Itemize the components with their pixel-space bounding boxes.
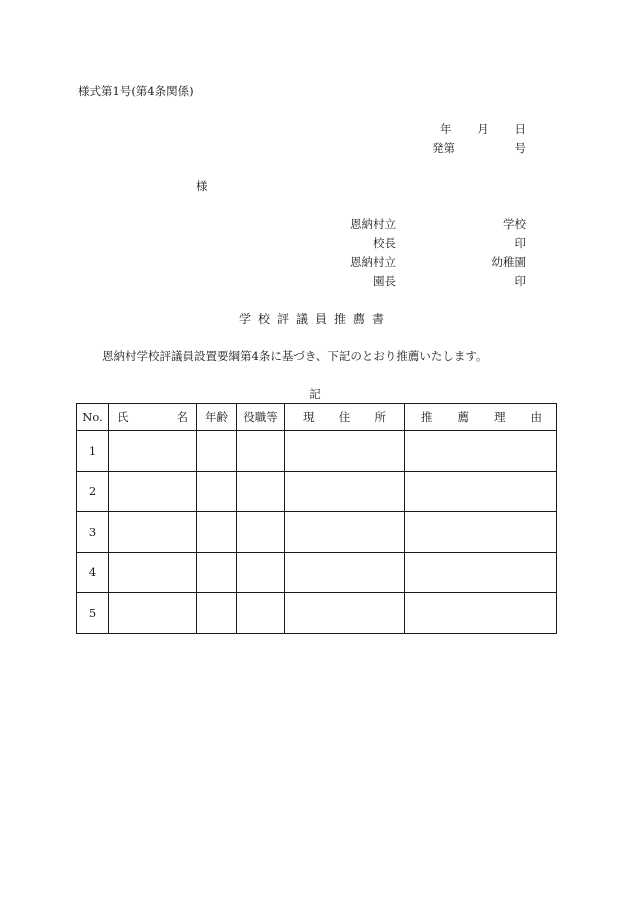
role-cell[interactable] [237, 431, 285, 472]
table-row [77, 512, 557, 553]
ki-label: 記 [309, 387, 321, 401]
header-name-char: 氏 [117, 410, 129, 424]
reason-cell[interactable] [405, 552, 557, 593]
table-row [77, 552, 557, 593]
header-reason-char: 由 [530, 410, 542, 424]
intro-text: 恩納村学校評議員設置要綱第4条に基づき、下記のとおり推薦いたします。 [102, 349, 488, 363]
signatory-seal: 学校 [503, 217, 526, 231]
table-header-row [77, 404, 557, 431]
header-name-char: 名 [176, 410, 188, 424]
reason-cell[interactable] [405, 431, 557, 472]
age-cell[interactable] [197, 552, 237, 593]
row-number: 4 [77, 552, 109, 593]
row-number: 3 [77, 512, 109, 553]
table-row [77, 431, 557, 472]
reason-cell[interactable] [405, 593, 557, 634]
role-cell[interactable] [237, 471, 285, 512]
name-cell[interactable] [109, 471, 197, 512]
signatory-label: 恩納村立 [350, 217, 396, 231]
table-row [77, 593, 557, 634]
header-role [237, 404, 285, 431]
header-address-char: 住 [338, 410, 351, 424]
date-year-label: 年 [440, 122, 452, 136]
address-cell[interactable] [285, 552, 405, 593]
age-cell[interactable] [197, 512, 237, 553]
form-number: 様式第1号(第4条関係) [78, 84, 194, 98]
issue-number-line [432, 143, 526, 155]
name-cell[interactable] [109, 552, 197, 593]
age-cell[interactable] [197, 471, 237, 512]
date-day-label: 日 [514, 122, 526, 136]
date-line [440, 124, 526, 136]
signatory-seal: 印 [514, 236, 526, 250]
header-address-char: 所 [374, 410, 386, 424]
address-cell[interactable] [285, 593, 405, 634]
reason-cell[interactable] [405, 471, 557, 512]
role-cell[interactable] [237, 512, 285, 553]
candidate-table [76, 403, 557, 634]
header-age [197, 404, 237, 431]
header-age-label: 年齢 [205, 410, 228, 424]
row-number: 2 [77, 471, 109, 512]
address-cell[interactable] [285, 431, 405, 472]
signatory-label: 校長 [373, 236, 396, 250]
issue-suffix: 号 [514, 141, 526, 155]
signatory-label: 恩納村立 [350, 255, 396, 269]
header-address [285, 404, 405, 431]
header-no: No. [77, 404, 109, 431]
row-number: 1 [77, 431, 109, 472]
header-reason-char: 理 [494, 410, 506, 424]
age-cell[interactable] [197, 593, 237, 634]
name-cell[interactable] [109, 593, 197, 634]
header-reason-char: 推 [421, 410, 433, 424]
role-cell[interactable] [237, 552, 285, 593]
header-reason [405, 404, 557, 431]
age-cell[interactable] [197, 431, 237, 472]
header-role-label: 役職等 [243, 410, 278, 424]
signatory-seal: 印 [514, 274, 526, 288]
role-cell[interactable] [237, 593, 285, 634]
header-address-char: 現 [303, 410, 315, 424]
table-row [77, 471, 557, 512]
reason-cell[interactable] [405, 512, 557, 553]
address-cell[interactable] [285, 471, 405, 512]
issue-prefix: 発第 [432, 141, 455, 155]
header-name [109, 404, 197, 431]
addressee-suffix: 様 [196, 179, 208, 193]
date-month-label: 月 [477, 122, 489, 136]
name-cell[interactable] [109, 512, 197, 553]
document-title: 学校評議員推薦書 [238, 312, 391, 326]
row-number: 5 [77, 593, 109, 634]
signatory-label: 園長 [373, 274, 396, 288]
signatory-seal: 幼稚園 [491, 255, 526, 269]
address-cell[interactable] [285, 512, 405, 553]
name-cell[interactable] [109, 431, 197, 472]
header-reason-char: 薦 [457, 410, 469, 424]
